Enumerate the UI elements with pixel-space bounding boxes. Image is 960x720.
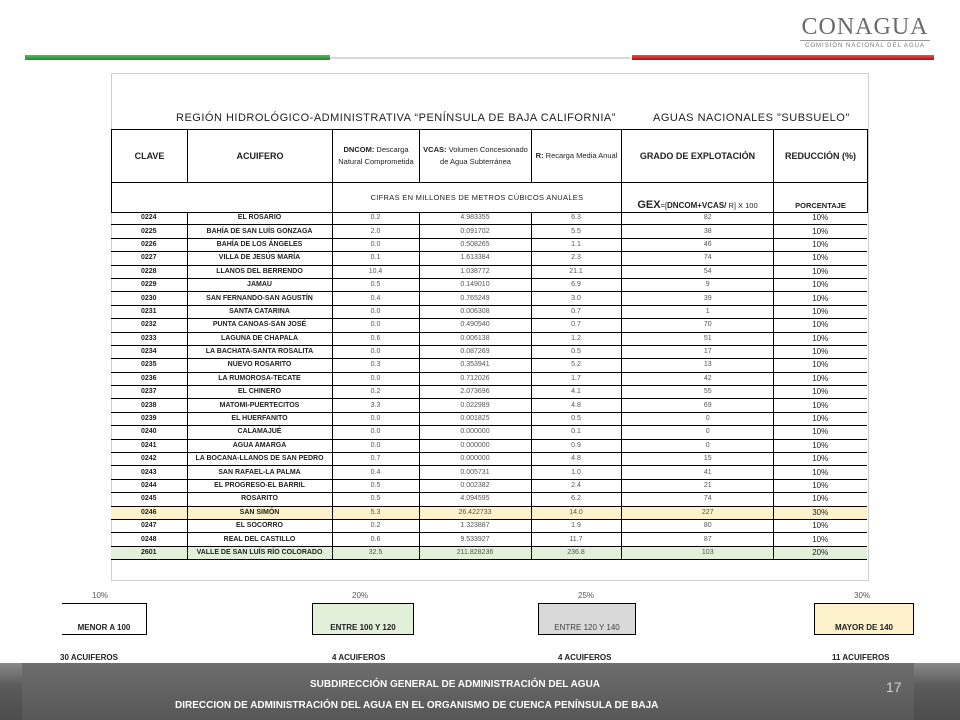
legend-percent: 25% [578,591,595,600]
cell-spacer [621,292,643,305]
cell-recarga: 11.7 [531,533,621,546]
table-row [111,426,867,439]
cell-vcas: 26.422733 [419,506,531,519]
cell-grado: 0 [643,439,773,452]
table-row [111,506,867,519]
cell-dncom: 5.3 [332,506,419,519]
cell-grado: 227 [643,506,773,519]
cell-clave: 0243 [111,466,187,479]
legend-count: 30 ACUIFEROS [60,653,118,662]
cell-spacer [621,453,643,466]
cell-dncom: 0.0 [332,305,419,318]
cell-reduccion: 10% [773,439,867,452]
cell-spacer [621,372,643,385]
cell-vcas: 211.828236 [419,546,531,559]
cell-acuifero: LLANOS DEL BERRENDO [187,265,332,278]
cell-spacer [621,426,643,439]
region-title: REGIÓN HIDROLÓGICO-ADMINISTRATIVA “PENÍNSULA DE BAJA CALIFORNIA” [176,112,616,124]
table-row [111,332,867,345]
cell-reduccion: 10% [773,319,867,332]
cell-dncom: 0.5 [332,493,419,506]
page-number: 17 [886,679,902,695]
cell-grado: 0 [643,426,773,439]
cell-spacer [621,225,643,238]
cell-clave: 0230 [111,292,187,305]
cell-grado: 21 [643,479,773,492]
table-row [111,399,867,412]
table-row [111,466,867,479]
cell-grado: 55 [643,386,773,399]
aquifer-table [111,212,867,560]
cell-vcas: 0.000000 [419,453,531,466]
header-recarga: R: Recarga Media Anual [532,130,622,183]
legend-box [814,603,914,635]
cell-recarga: 3.0 [531,292,621,305]
cell-spacer [621,212,643,225]
cell-spacer [621,386,643,399]
cell-dncom: 0.2 [332,519,419,532]
table-row [111,412,867,425]
cell-vcas: 0.022989 [419,399,531,412]
cell-recarga: 2.4 [531,479,621,492]
title-row [111,108,867,128]
logo-title: CONAGUA [801,14,929,40]
cell-acuifero: BAHÍA DE LOS ÁNGELES [187,238,332,251]
cell-acuifero: SAN FERNANDO-SAN AGUSTÍN [187,292,332,305]
cell-vcas: 2.073696 [419,386,531,399]
cell-acuifero: VILLA DE JESÚS MARÍA [187,252,332,265]
cell-recarga: 1.0 [531,466,621,479]
cell-reduccion: 10% [773,493,867,506]
green-stripe [25,55,330,60]
cell-spacer [621,278,643,291]
table-row [111,305,867,318]
cell-grado: 54 [643,265,773,278]
cell-reduccion: 10% [773,332,867,345]
table-row [111,479,867,492]
cell-clave: 0240 [111,426,187,439]
cell-dncom: 0.3 [332,359,419,372]
cell-recarga: 5.2 [531,359,621,372]
cell-grado: 70 [643,319,773,332]
cell-dncom: 0.4 [332,292,419,305]
cell-vcas: 4.983355 [419,212,531,225]
cell-reduccion: 10% [773,292,867,305]
table-row [111,252,867,265]
cell-vcas: 0.002382 [419,479,531,492]
cell-clave: 2601 [111,546,187,559]
table-row [111,386,867,399]
cell-vcas: 0.005731 [419,466,531,479]
aguas-title: AGUAS NACIONALES "SUBSUELO" [653,112,850,124]
cell-vcas: 0.000000 [419,426,531,439]
cell-vcas: 4.094595 [419,493,531,506]
header-reduccion: REDUCCIÓN (%) [774,130,868,183]
cell-grado: 38 [643,225,773,238]
footer-line-1: SUBDIRECCIÓN GENERAL DE ADMINISTRACIÓN DEL AGUA [310,679,601,690]
cell-recarga: 6.3 [531,212,621,225]
cell-spacer [621,466,643,479]
red-stripe [632,55,934,60]
cell-vcas: 0.087269 [419,345,531,358]
cell-clave: 0226 [111,238,187,251]
cell-reduccion: 10% [773,345,867,358]
cell-vcas: 1.038772 [419,265,531,278]
legend-label: ENTRE 120 Y 140 [554,623,620,632]
header-porcentaje: PORCENTAJE [774,183,868,213]
cell-acuifero: LAGUNA DE CHAPALA [187,332,332,345]
cell-vcas: 0.490540 [419,319,531,332]
cell-spacer [621,238,643,251]
cell-clave: 0241 [111,439,187,452]
cell-dncom: 0.2 [332,212,419,225]
legend-box [312,603,414,635]
cell-vcas: 0.001825 [419,412,531,425]
cell-reduccion: 10% [773,453,867,466]
cell-acuifero: EL CHINERO [187,386,332,399]
cell-vcas: 0.353941 [419,359,531,372]
table-row [111,238,867,251]
cell-recarga: 2.3 [531,252,621,265]
cell-grado: 80 [643,519,773,532]
cell-recarga: 0.5 [531,412,621,425]
header-clave: CLAVE [112,130,188,183]
legend-percent: 20% [352,591,369,600]
table-row [111,453,867,466]
cell-vcas: 0.006308 [419,305,531,318]
header-blank [112,183,333,213]
cell-dncom: 0.0 [332,412,419,425]
cell-recarga: 4.8 [531,453,621,466]
cell-vcas: 0.149010 [419,278,531,291]
cell-reduccion: 10% [773,212,867,225]
cell-recarga: 1.1 [531,238,621,251]
cell-recarga: 0.5 [531,345,621,358]
cell-recarga: 0.1 [531,426,621,439]
cell-grado: 41 [643,466,773,479]
cell-recarga: 5.5 [531,225,621,238]
cell-recarga: 4.8 [531,399,621,412]
cell-grado: 9 [643,278,773,291]
cell-spacer [621,265,643,278]
white-stripe [330,57,630,59]
cell-clave: 0238 [111,399,187,412]
cell-reduccion: 10% [773,399,867,412]
cell-spacer [621,519,643,532]
cell-spacer [621,533,643,546]
cell-grado: 87 [643,533,773,546]
cell-clave: 0244 [111,479,187,492]
cell-clave: 0229 [111,278,187,291]
header-table [111,129,868,213]
legend-percent: 30% [854,591,871,600]
cell-grado: 74 [643,252,773,265]
cell-acuifero: VALLE DE SAN LUÍS RÍO COLORADO [187,546,332,559]
cell-reduccion: 10% [773,479,867,492]
cell-vcas: 1.323887 [419,519,531,532]
cell-reduccion: 10% [773,238,867,251]
cell-recarga: 0.7 [531,305,621,318]
legend-label: MAYOR DE 140 [835,623,893,632]
cell-spacer [621,252,643,265]
cell-dncom: 32.5 [332,546,419,559]
cell-clave: 0248 [111,533,187,546]
table-row [111,225,867,238]
legend-count: 4 ACUIFEROS [332,653,386,662]
cell-clave: 0242 [111,453,187,466]
cell-vcas: 0.000000 [419,439,531,452]
cell-dncom: 0.4 [332,466,419,479]
cell-spacer [621,305,643,318]
table-row [111,359,867,372]
cell-acuifero: LA RUMOROSA-TECATE [187,372,332,385]
cell-dncom: 0.0 [332,426,419,439]
cell-grado: 51 [643,332,773,345]
cell-reduccion: 10% [773,252,867,265]
table-row [111,519,867,532]
legend-count: 11 ACUIFEROS [832,653,890,662]
table-row [111,493,867,506]
cell-clave: 0235 [111,359,187,372]
cell-clave: 0237 [111,386,187,399]
cell-dncom: 0.0 [332,345,419,358]
legend-box [62,603,147,635]
legend-box [538,603,636,635]
cell-reduccion: 10% [773,305,867,318]
cell-acuifero: EL PROGRESO-EL BARRIL [187,479,332,492]
cell-recarga: 4.1 [531,386,621,399]
cell-spacer [621,359,643,372]
cell-clave: 0234 [111,345,187,358]
cell-dncom: 0.6 [332,533,419,546]
cell-dncom: 0.0 [332,319,419,332]
cell-dncom: 0.5 [332,479,419,492]
header-dncom: DNCOM: Descarga Natural Comprometida [333,130,420,183]
cell-vcas: 0.508265 [419,238,531,251]
table-row [111,345,867,358]
cell-acuifero: CALAMAJUÉ [187,426,332,439]
header-grado: GRADO DE EXPLOTACIÓN [622,130,774,183]
cell-dncom: 0.7 [332,453,419,466]
cell-dncom: 0.0 [332,372,419,385]
cell-acuifero: LA BOCANA-LLANOS DE SAN PEDRO [187,453,332,466]
cell-recarga: 236.8 [531,546,621,559]
table-row [111,439,867,452]
cell-acuifero: NUEVO ROSARITO [187,359,332,372]
cell-recarga: 6.9 [531,278,621,291]
legend-label: MENOR A 100 [77,623,131,632]
legend-percent: 10% [92,591,109,600]
cell-vcas: 0.765249 [419,292,531,305]
cell-dncom: 0.5 [332,278,419,291]
cell-vcas: 0.091702 [419,225,531,238]
cell-reduccion: 10% [773,225,867,238]
cell-spacer [621,412,643,425]
cell-spacer [621,319,643,332]
cell-reduccion: 10% [773,265,867,278]
header-acuifero: ACUIFERO [188,130,333,183]
header-gex-formula: GEX=[DNCOM+VCAS/ R] X 100 [622,183,774,213]
header-cifras: CIFRAS EN MILLONES DE METROS CÚBICOS ANUALES [333,183,622,213]
table-row [111,533,867,546]
conagua-logo [800,14,930,49]
cell-grado: 39 [643,292,773,305]
cell-reduccion: 10% [773,278,867,291]
cell-reduccion: 10% [773,426,867,439]
cell-vcas: 0.006138 [419,332,531,345]
cell-spacer [621,479,643,492]
cell-acuifero: EL SOCORRO [187,519,332,532]
cell-grado: 15 [643,453,773,466]
cell-grado: 42 [643,372,773,385]
cell-grado: 46 [643,238,773,251]
cell-dncom: 0.0 [332,238,419,251]
cell-reduccion: 10% [773,372,867,385]
table-row [111,292,867,305]
table-row [111,546,867,559]
cell-clave: 0247 [111,519,187,532]
cell-clave: 0236 [111,372,187,385]
cell-clave: 0239 [111,412,187,425]
table-row [111,319,867,332]
cell-acuifero: SAN SIMÓN [187,506,332,519]
cell-acuifero: ROSARITO [187,493,332,506]
cell-clave: 0228 [111,265,187,278]
cell-dncom: 0.1 [332,252,419,265]
cell-dncom: 0.2 [332,386,419,399]
cell-dncom: 3.3 [332,399,419,412]
cell-spacer [621,345,643,358]
cell-acuifero: JAMAU [187,278,332,291]
cell-reduccion: 10% [773,412,867,425]
cell-acuifero: BAHÍA DE SAN LUÍS GONZAGA [187,225,332,238]
cell-dncom: 10.4 [332,265,419,278]
cell-acuifero: LA BACHATA-SANTA ROSALITA [187,345,332,358]
table-row [111,278,867,291]
cell-acuifero: REAL DEL CASTILLO [187,533,332,546]
cell-acuifero: EL ROSARIO [187,212,332,225]
cell-recarga: 1.9 [531,519,621,532]
cell-dncom: 0.6 [332,332,419,345]
cell-recarga: 0.7 [531,319,621,332]
cell-clave: 0231 [111,305,187,318]
footer-panel [22,663,914,720]
cell-reduccion: 10% [773,519,867,532]
cell-grado: 74 [643,493,773,506]
cell-spacer [621,332,643,345]
cell-spacer [621,546,643,559]
cell-reduccion: 30% [773,506,867,519]
cell-spacer [621,399,643,412]
logo-subtitle: COMISIÓN NACIONAL DEL AGUA [800,40,930,49]
cell-clave: 0224 [111,212,187,225]
cell-clave: 0225 [111,225,187,238]
cell-vcas: 1.613384 [419,252,531,265]
cell-clave: 0245 [111,493,187,506]
legend-label: ENTRE 100 Y 120 [330,623,396,632]
cell-recarga: 1.2 [531,332,621,345]
cell-spacer [621,493,643,506]
cell-grado: 82 [643,212,773,225]
cell-recarga: 0.9 [531,439,621,452]
cell-reduccion: 10% [773,466,867,479]
cell-grado: 13 [643,359,773,372]
cell-grado: 17 [643,345,773,358]
cell-dncom: 0.0 [332,439,419,452]
cell-recarga: 21.1 [531,265,621,278]
cell-recarga: 14.0 [531,506,621,519]
footer-line-2: DIRECCION DE ADMINISTRACIÓN DEL AGUA EN EL ORGANISMO DE CUENCA PENÍNSULA DE BAJA [175,700,659,711]
cell-grado: 69 [643,399,773,412]
legend-count: 4 ACUIFEROS [558,653,612,662]
cell-clave: 0232 [111,319,187,332]
cell-reduccion: 10% [773,359,867,372]
cell-vcas: 0.712026 [419,372,531,385]
footer-bar [0,663,960,720]
cell-spacer [621,506,643,519]
cell-dncom: 2.0 [332,225,419,238]
cell-acuifero: PUNTA CANOAS-SAN JOSÉ [187,319,332,332]
cell-clave: 0233 [111,332,187,345]
cell-acuifero: SANTA CATARINA [187,305,332,318]
cell-grado: 103 [643,546,773,559]
cell-recarga: 1.7 [531,372,621,385]
cell-acuifero: EL HUERFANITO [187,412,332,425]
cell-spacer [621,439,643,452]
cell-grado: 1 [643,305,773,318]
cell-reduccion: 20% [773,546,867,559]
cell-reduccion: 10% [773,533,867,546]
table-row [111,265,867,278]
cell-acuifero: MATOMI-PUERTECITOS [187,399,332,412]
table-row [111,212,867,225]
cell-clave: 0227 [111,252,187,265]
cell-reduccion: 10% [773,386,867,399]
cell-acuifero: SAN RAFAEL-LA PALMA [187,466,332,479]
cell-acuifero: AGUA AMARGA [187,439,332,452]
cell-grado: 0 [643,412,773,425]
cell-clave: 0246 [111,506,187,519]
cell-vcas: 9.533927 [419,533,531,546]
table-row [111,372,867,385]
cell-recarga: 6.2 [531,493,621,506]
header-vcas: VCAS: Volumen Concesionado de Agua Subterránea [420,130,532,183]
